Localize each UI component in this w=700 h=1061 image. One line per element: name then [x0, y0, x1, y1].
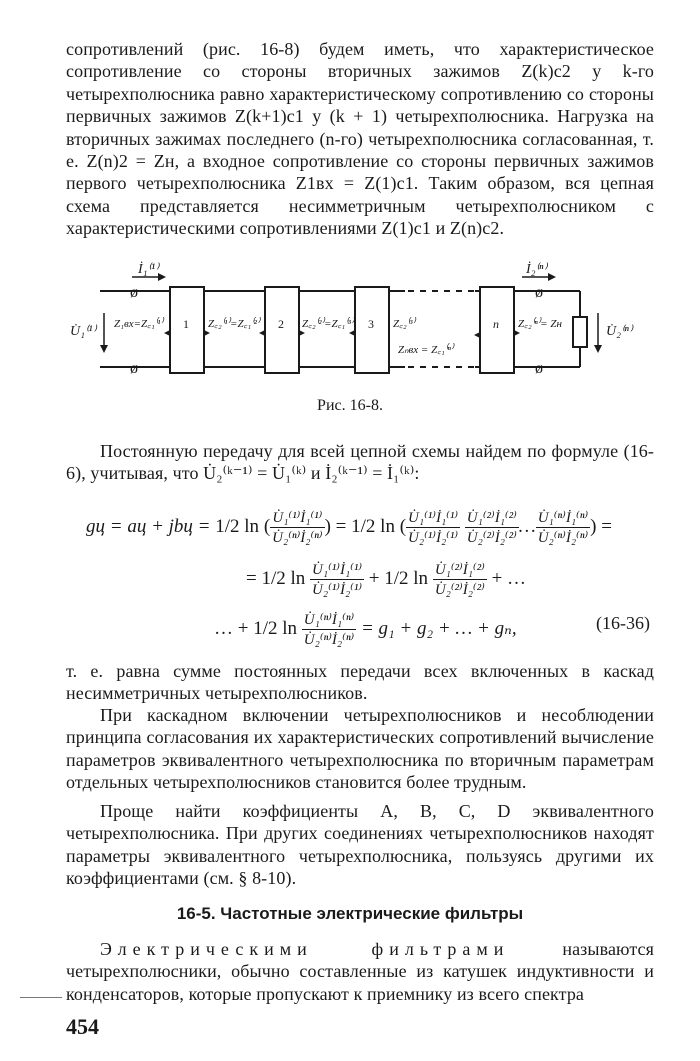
svg-text:ø: ø [535, 360, 543, 377]
paragraph-transfer: Постоянную передачу для всей цепной схемы найдем по формуле (16-6), учитывая, что U̇₂⁽ᵏ⁻¹⁾ = U̇₁⁽ᵏ⁾ и İ₂⁽ᵏ⁻¹⁾ = İ₁⁽ᵏ⁾: [66, 441, 654, 484]
paragraph-filters [66, 938, 654, 1005]
label-i1: İ₁⁽¹⁾ [138, 262, 159, 277]
label-i2: İ₂⁽ⁿ⁾ [526, 262, 547, 277]
page-number: 454 [66, 1014, 99, 1039]
label-box-n: n [493, 317, 499, 331]
svg-text:ø: ø [535, 284, 543, 301]
paragraph-cascade: При каскадном включении четырехполюсников и несоблюдении принципа согласования их характеристических сопротивлений вычисление параметров эквивалентного четырехполюсника по вторичным параметрам отдельных четырехполюсников становится более трудным. [66, 705, 654, 793]
label-box-2: 2 [278, 317, 284, 331]
equation-number: (16-36) [596, 613, 650, 633]
svg-text:ø: ø [130, 360, 138, 377]
load-resistor [573, 317, 587, 347]
label-box-3: 3 [368, 317, 374, 331]
label-z3: Z꜀₂⁽³⁾ [393, 318, 416, 330]
paragraph-filters-text: называются четырехполюсники, обычно составленные из катушек индуктивности и конденсаторов, которые пропускают к приемнику из всего спектра [66, 939, 654, 1004]
label-z23: Z꜀₂⁽²⁾=Z꜀₁⁽³⁾ [302, 318, 354, 330]
paragraph-coefficients: Проще найти коэффициенты A, B, C, D эквивалентного четырехполюсника. При других соединениях четырехполюсников находят параметры эквивалентного четырехполюсника, пользуясь другими их коэффициентами (см. § 8-10). [66, 801, 654, 889]
label-zn: Z꜀₂⁽ⁿ⁾= Zн [518, 318, 562, 330]
label-u1: U̇₁⁽¹⁾ [70, 324, 97, 339]
formula-row-3: … + 1/2 ln $\frac{\text{U̇₁⁽ⁿ⁾İ₁⁽ⁿ⁾}}{\text{U̇₂⁽ⁿ⁾İ₂⁽ⁿ⁾}}$ = g₁ + g₂ + … + gₙ, [214, 612, 517, 648]
label-z1in: Z₁вх=Z꜀₁⁽¹⁾ [114, 318, 164, 330]
label-u2: U̇₂⁽ⁿ⁾ [606, 324, 633, 339]
cascade-circuit-diagram [60, 255, 660, 390]
paragraph-sum: т. е. равна сумме постоянных передачи всех включенных в каскад несимметричных четырехполюсников. [66, 661, 654, 704]
formula-row-2: = 1/2 ln $\frac{\text{U̇₁⁽¹⁾İ₁⁽¹⁾}}{\text{U̇₂⁽¹⁾İ₂⁽¹⁾}}$ + 1/2 ln $\frac{\text{U̇₁⁽²⁾İ₁⁽²⁾}}{\text{U̇₂⁽²⁾İ₂⁽²⁾}}$ + … [246, 562, 527, 598]
svg-text:ø: ø [130, 284, 138, 301]
term-electric-filters: Электрическими фильтрами [100, 939, 510, 959]
label-znin: Zₙвх = Z꜀₁⁽ⁿ⁾ [398, 344, 454, 356]
footnote-rule [20, 997, 62, 998]
label-box-1: 1 [183, 317, 189, 331]
label-z12: Z꜀₂⁽¹⁾=Z꜀₁⁽²⁾ [208, 318, 260, 330]
formula-row-1: gц = aц + jbц = 1/2 ln ( $\frac{\text{U̇₁⁽¹⁾İ₁⁽¹⁾}}{\text{U̇₂⁽ⁿ⁾İ₂⁽ⁿ⁾}}$ ) = 1/2 ln ( $\frac{\text{U̇₁⁽¹⁾İ₁⁽¹⁾}}{\text{U̇₂⁽¹⁾İ₂⁽¹⁾}}$ $\frac{\text{U̇₁⁽²⁾İ₁⁽²⁾}}{\text{U̇₂⁽²⁾İ₂⁽²⁾}}$ … $\frac{\text{U̇₁⁽ⁿ⁾İ₁⁽ⁿ⁾}}{\text{U̇₂⁽ⁿ⁾İ₂⁽ⁿ⁾}}$ ) = [86, 510, 612, 546]
figure-caption: Рис. 16-8. [317, 397, 383, 414]
paragraph-intro: сопротивлений (рис. 16-8) будем иметь, что характеристическое сопротивление со стороны вторичных зажимов Z(k)c2 у k-го четырехполюсника равно характеристическому сопротивлению со стороны первичных зажимов Z(k+1)c1 у (k + 1) четырехполюсника. Нагрузка на вторичных зажимах последнего (n-го) четырехполюсника согласованная, т. е. Z(n)2 = Zн, а входное сопротивление со стороны первичных зажимов первого четырехполюсника Z1вх = Z(1)c1. Таким образом, вся цепная схема представляется несимметричным четырехполюсником с характеристическими сопротивлениями Z(1)c1 и Z(n)c2. [66, 39, 654, 239]
section-heading: 16-5. Частотные электрические фильтры [176, 904, 524, 923]
